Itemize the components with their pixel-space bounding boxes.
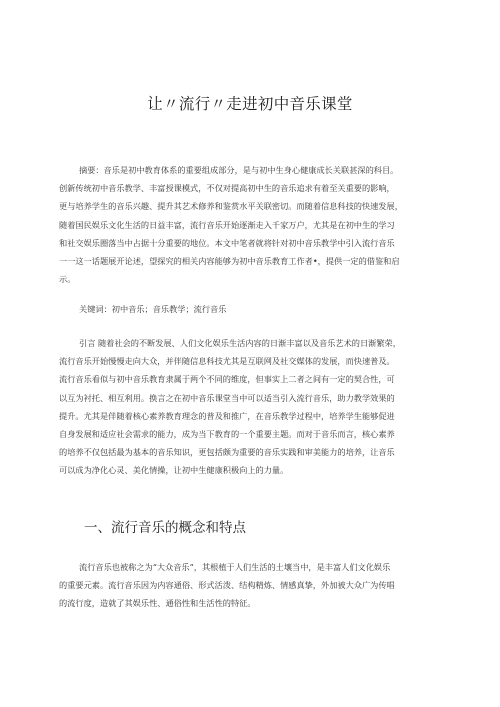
intro-line: 自身发展和适应社会需求的能力，成为当下教育的一个重要主题。而对于音乐而言，核心素养 xyxy=(59,429,395,440)
abstract-line: 示。 xyxy=(59,274,76,285)
intro-line: 流行音乐开始慢慢走向大众，并伴随信息科技尤其是互联网及社交媒体的发展，而快速普及。 xyxy=(59,356,395,367)
section-heading: 一、流行音乐的概念和特点 xyxy=(84,520,246,536)
abstract-line: 一一这一话题展开论述，望探究的相关内容能够为初中音乐教育工作者•，提供一定的借鉴和启 xyxy=(59,256,400,267)
abstract-line: 和社交娱乐圈落当中占据十分重要的地位。本文中笔者就将针对初中音乐教学中引入流行音乐 xyxy=(59,237,395,248)
intro-line: 提升。尤其是伴随着核心素养教育理念的普及和推广，在音乐教学过程中，培养学生能够促进 xyxy=(59,410,395,421)
section-paragraph xyxy=(59,558,451,613)
abstract-paragraph xyxy=(59,161,451,288)
abstract-line: 更与培养学生的音乐兴趣、提升其艺术修养和鉴赏水平关联密切。而随着信息科技的快速发展， xyxy=(59,201,403,212)
intro-paragraph xyxy=(59,334,451,480)
intro-line: 引言 随着社会的不断发展、人们文化娱乐生活内容的日渐丰富以及音乐艺术的日渐繁荣， xyxy=(79,338,401,348)
abstract-line: 随着国民娱乐文化生活的日益丰富，流行音乐开始逐渐走入千家万户，尤其是在初中生的学习 xyxy=(59,219,395,230)
section-line: 流行音乐也被称之为“大众音乐”，其根植于人们生活的土壤当中，是丰富人们文化娱乐 xyxy=(79,562,391,572)
intro-line: 可以成为净化心灵、美化情操，让初中生健康积极向上的力量。 xyxy=(59,465,289,476)
intro-line: 的培养不仅包括最为基本的音乐知识，更包括颇为重要的音乐实践和审美能力的培养，让音乐 xyxy=(59,447,395,458)
section-line: 的流行度，造就了其娱乐性、通俗性和生活性的特征。 xyxy=(59,598,256,609)
abstract-line: 摘要：音乐是初中教育体系的重要组成部分，是与初中生身心健康成长关联甚深的科目。 xyxy=(79,165,399,175)
keywords: 关键词：初中音乐；音乐教学；流行音乐 xyxy=(79,304,227,314)
abstract-line: 创新传统初中音乐教学、丰富授课模式，不仅对提高初中生的音乐追求有着至关重要的影响， xyxy=(59,183,395,194)
section-line: 的重要元素。流行音乐因为内容通俗、形式活泼、结构精炼、情感真挚，外加被大众广为传唱 xyxy=(59,580,395,591)
document-title: 让〃流行〃走进初中音乐课堂 xyxy=(147,95,353,113)
intro-line: 流行音乐看似与初中音乐教育隶属于两个不同的维度，但事实上二者之间有一定的契合性，可 xyxy=(59,374,395,385)
intro-line: 以互为衬托、相互利用。换言之在初中音乐课堂当中可以适当引入流行音乐，助力教学效果的 xyxy=(59,392,395,403)
